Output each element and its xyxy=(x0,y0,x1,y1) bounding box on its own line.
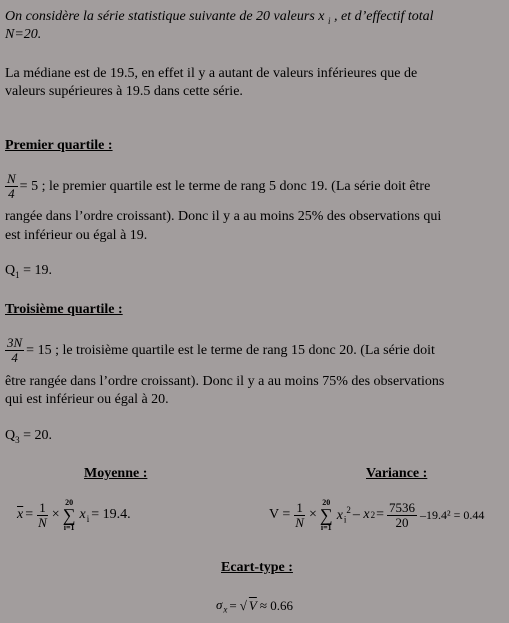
variance-formula: V = $\frac{1}{N}$ × 20 ∑ i=1 $x_i^2$ – x 2 = $\frac{7536}{20}$ –19.4² = 0.44 xyxy=(269,498,485,532)
q3-heading: Troisième quartile : xyxy=(5,302,123,317)
q3-line-2: être rangée dans l’ordre croissant). Donc il y a au moins 75% des observations xyxy=(5,374,445,389)
q3-fraction: $\frac{3N}{4}$ xyxy=(7,335,23,365)
intro-line-2: N=20. xyxy=(5,27,42,42)
mean-heading: Moyenne : xyxy=(84,466,148,481)
q1-line-2: rangée dans l’ordre croissant). Donc il y a au moins 25% des observations qui xyxy=(5,209,442,224)
mean-sum-symbol: 20 ∑ i=1 xyxy=(62,498,76,532)
q3-line-3: qui est inférieur ou égal à 20. xyxy=(5,392,169,407)
variance-heading: Variance : xyxy=(366,466,428,481)
q1-line-1: $\frac{N}{4}$ = 5 ; le premier quartile est le terme de rang 5 donc 19. (La série doit être xyxy=(7,171,431,201)
q1-heading: Premier quartile : xyxy=(5,138,113,153)
q1-fraction: $\frac{N}{4}$ xyxy=(7,171,16,201)
q1-result: $Q_1 = 19$. xyxy=(5,263,53,280)
q3-line-1: $\frac{3N}{4}$ = 15 ; le troisième quartile est le terme de rang 15 donc 20. (La série doit xyxy=(7,335,435,365)
variance-sum-symbol: 20 ∑ i=1 xyxy=(319,498,333,532)
median-line-1: La médiane est de 19.5, en effet il y a autant de valeurs inférieures que de xyxy=(5,66,418,81)
mean-formula: $\overline{x}$ = $\frac{1}{N}$ × 20 ∑ i=1 $x_i$ = 19.4. xyxy=(17,498,131,532)
q3-result: $Q_3 = 20$. xyxy=(5,428,53,445)
intro-line-1: On considère la série statistique suivante de 20 valeurs x $_i$ , et d’effectif total xyxy=(5,9,434,26)
stddev-formula: $\sigma_x$ = √ V ≈ 0.66 xyxy=(216,597,293,615)
stddev-heading: Ecart-type : xyxy=(221,560,293,575)
median-line-2: valeurs supérieures à 19.5 dans cette série. xyxy=(5,84,243,99)
q1-line-3: est inférieur ou égal à 19. xyxy=(5,228,148,243)
